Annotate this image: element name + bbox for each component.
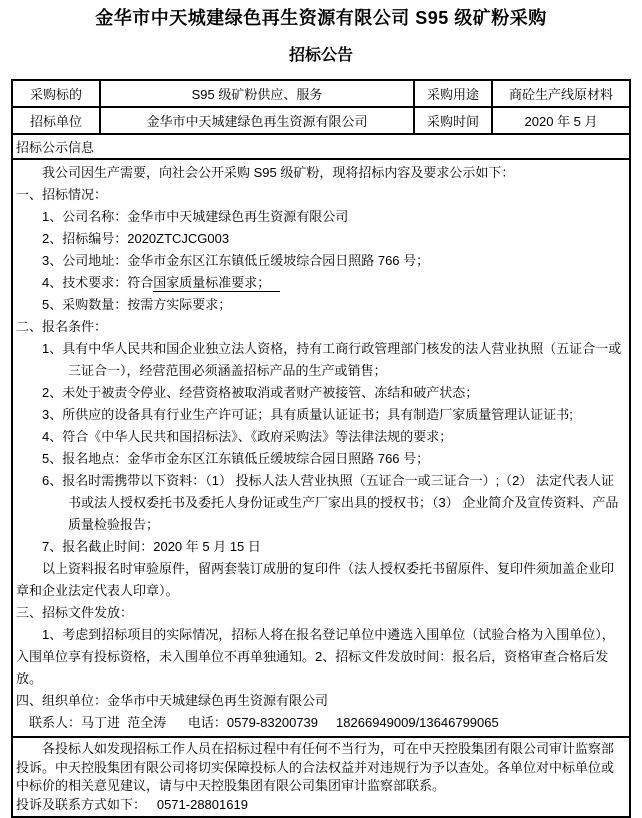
complaint-paragraph: 各投标人如发现招标工作人员在招标过程中有任何不当行为，可在中天控股集团有限公司审计监察部投诉。中天控股集团有限公司将切实保障投标人的合法权益并对违规行为予以查处。各单位对中标单位或中标价的相关意见建议，请与中天控股集团有限公司集团审计监察部联系。 xyxy=(16,741,615,793)
tech-requirement-prefix: 4、技术要求：符合 xyxy=(42,275,154,290)
table-row-subject xyxy=(12,80,630,107)
tender-table xyxy=(11,79,631,818)
section-2-item-2: 2、未处于被责令停业、经营资格被取消或者财产被接管、冻结和破产状态； xyxy=(42,385,479,400)
complaint-section xyxy=(12,737,630,817)
section-1-item-2: 2、招标编号：2020ZTCJCG003 xyxy=(42,231,230,246)
contact-persons-line: 联系人：马丁进 范全涛 电话：0579-83200739 18266949009/13646799065 xyxy=(29,715,499,730)
complaint-contact-line: 投诉及联系方式如下： 0571-28801619 xyxy=(16,796,248,812)
section-2-item-7: 7、报名截止时间：2020 年 5 月 15 日 xyxy=(42,539,261,554)
table-row-complaint xyxy=(12,737,630,817)
section-4-heading: 四、组织单位：金华市中天城建绿色再生资源有限公司 xyxy=(16,693,329,708)
document-subtitle: 招标公告 xyxy=(288,47,353,64)
section-1-heading: 一、招标情况： xyxy=(16,187,108,202)
label-procurement-use: 采购用途 xyxy=(414,80,492,107)
table-row-info-header xyxy=(12,134,630,159)
label-procurement-subject: 采购标的 xyxy=(12,80,100,107)
tech-requirement-underlined: 国家质量标准要求； xyxy=(153,275,280,292)
announcement-body xyxy=(12,159,630,737)
info-header: 招标公示信息 xyxy=(12,134,630,159)
announcement-intro: 我公司因生产需要，向社会公开采购 S95 级矿粉，现将招标内容及要求公示如下： xyxy=(42,165,515,180)
value-procurement-use: 商砼生产线原材料 xyxy=(492,80,630,107)
section-1-item-5: 5、采购数量：按需方实际要求； xyxy=(42,297,232,312)
label-procurement-time: 采购时间 xyxy=(414,107,492,134)
section-1-item-4 xyxy=(42,272,626,294)
section-2-item-5: 5、报名地点：金华市金东区江东镇低丘缓坡综合园日照路 766 号； xyxy=(42,451,430,466)
section-3-item-1: 1、考虑到招标项目的实际情况，招标人将在报名登记单位中遴选入围单位（试验合格为入围单位），入围单位享有投标资格，未入围单位不再单独通知。2、招标文件发放时间：报名后，资格审查合格后发放。 xyxy=(16,627,615,686)
table-row-tenderer xyxy=(12,107,630,134)
section-2-item-6: 6、报名时需携带以下资料：（1） 投标人法人营业执照（五证合一或三证合一）;（2） 法定代表人证书或法人授权委托书及委托人身份证或生产厂家出具的授权书；（3） 企业简介及宣传资料、产品质量检验报告； xyxy=(42,473,619,532)
value-tender-unit: 金华市中天城建绿色再生资源有限公司 xyxy=(100,107,414,134)
section-1-item-3: 3、公司地址：金华市金东区江东镇低丘缓坡综合园日照路 766 号； xyxy=(42,253,430,268)
section-2-heading: 二、报名条件： xyxy=(16,319,108,334)
section-2-item-1: 1、具有中华人民共和国企业独立法人资格，持有工商行政管理部门核发的法人营业执照（五证合一或三证合一），经营范围必须涵盖招标产品的生产或销售； xyxy=(42,341,622,378)
section-2-item-3: 3、所供应的设备具有行业生产许可证；具有质量认证证书；具有制造厂家质量管理认证证书; xyxy=(42,407,573,422)
section-2-item-4: 4、符合《中华人民共和国招标法》、《政府采购法》等法律法规的要求； xyxy=(42,429,453,444)
section-2-note: 以上资料报名时审验原件，留两套装订成册的复印件（法人授权委托书留原件、复印件须加盖企业印章和企业法定代表人印章）。 xyxy=(16,561,615,598)
section-3-heading: 三、招标文件发放： xyxy=(16,605,134,620)
value-procurement-time: 2020 年 5 月 xyxy=(492,107,630,134)
value-procurement-subject: S95 级矿粉供应、服务 xyxy=(100,80,414,107)
label-tender-unit: 招标单位 xyxy=(12,107,100,134)
table-row-body xyxy=(12,159,630,737)
section-1-item-1: 1、公司名称：金华市中天城建绿色再生资源有限公司 xyxy=(42,209,349,224)
document-title: 金华市中天城建绿色再生资源有限公司 S95 级矿粉采购 xyxy=(95,8,547,28)
